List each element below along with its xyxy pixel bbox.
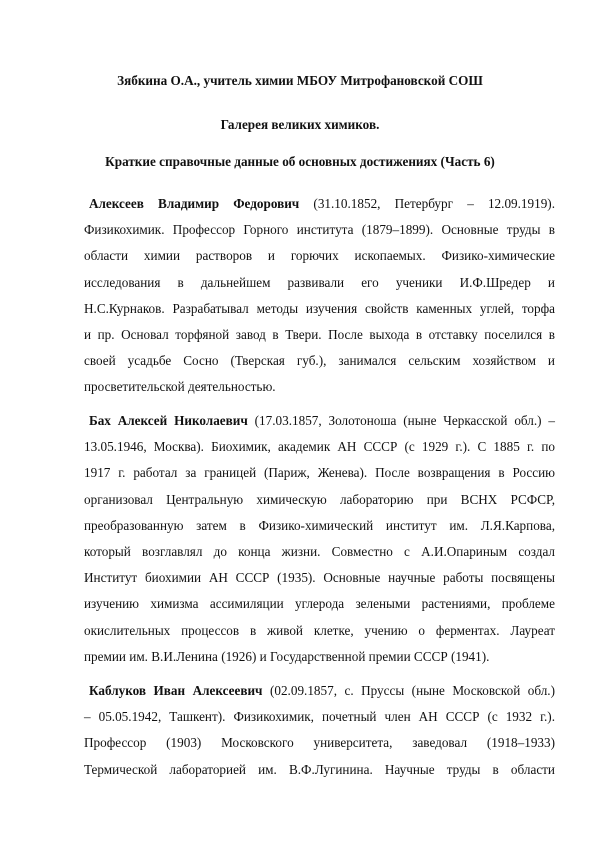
entry-name: Алексеев Владимир Федорович [89,196,300,211]
entry-line: 13.05.1946, Москва). Биохимик, академик АН СССР (с 1929 г.). С 1885 г. по [84,439,555,455]
entry-line: Физикохимик. Профессор Горного института (1879–1899). Основные труды в [84,222,555,238]
entry-bakh [84,408,555,670]
entry-line: Институт биохимии АН СССР (1935). Основные научные работы посвящены [84,570,555,586]
entry-name: Каблуков Иван Алексеевич [89,683,263,698]
entry-line: исследования в дальнейшем развивали его ученики И.Ф.Шредер и [84,274,555,290]
entry-text: (17.03.1857, Золотоноша (ныне Черкасской обл.) – [247,413,555,428]
entry-first-line [84,408,555,434]
entry-line: – 05.05.1942, Ташкент). Физикохимик, почетный член АН СССР (с 1932 г.). [84,709,555,725]
entry-line: окислительных процессов в живой клетке, учению о ферментах. Лауреат [84,622,555,638]
entry-line: Н.С.Курнаков. Разрабатывал методы изучения свойств каменных углей, торфа [84,300,555,316]
entry-name: Бах Алексей Николаевич [89,413,248,428]
entry-line: Термической лабораторией им. В.Ф.Лугинина. Научные труды в области [84,761,555,777]
author-line: Зябкина О.А., учитель химии МБОУ Митрофановской СОШ [117,73,483,88]
entry-line: 1917 г. работал за границей (Париж, Женева). После возвращения в Россию [84,465,555,481]
document-subtitle: Краткие справочные данные об основных достижениях (Часть 6) [105,154,495,169]
entry-text: (31.10.1852, Петербург – 12.09.1919). [299,196,555,211]
entry-first-line [84,191,555,217]
entry-line: премии им. В.И.Ленина (1926) и Государственной премии СССР (1941). [84,648,490,664]
entry-line: который возглавлял до конца жизни. Совместно с А.И.Опариным создал [84,543,555,559]
entry-line: области химии растворов и горючих ископаемых. Физико-химические [84,248,555,264]
entry-text: (02.09.1857, с. Пруссы (ныне Московской обл.) [262,683,555,698]
gallery-title: Галерея великих химиков. [220,117,380,132]
entry-first-line [84,678,555,704]
entry-kablukov [84,678,555,783]
entry-line: преобразованную затем в Физико-химический институт им. Л.Я.Карпова, [84,517,555,533]
entry-line: просветительской деятельностью. [84,379,276,395]
entry-line: изучению химизма ассимиляции углерода зелеными растениями, проблеме [84,596,555,612]
entry-line: своей усадьбе Сосно (Тверская губ.), занимался сельским хозяйством и [84,353,555,369]
entry-line: и пр. Основал торфяной завод в Твери. После выхода в отставку поселился в [84,326,555,342]
entry-line: организовал Центральную химическую лабораторию при ВСНХ РСФСР, [84,491,555,507]
entry-line: Профессор (1903) Московского университета, заведовал (1918–1933) [84,735,555,751]
entry-alekseev [84,191,555,401]
